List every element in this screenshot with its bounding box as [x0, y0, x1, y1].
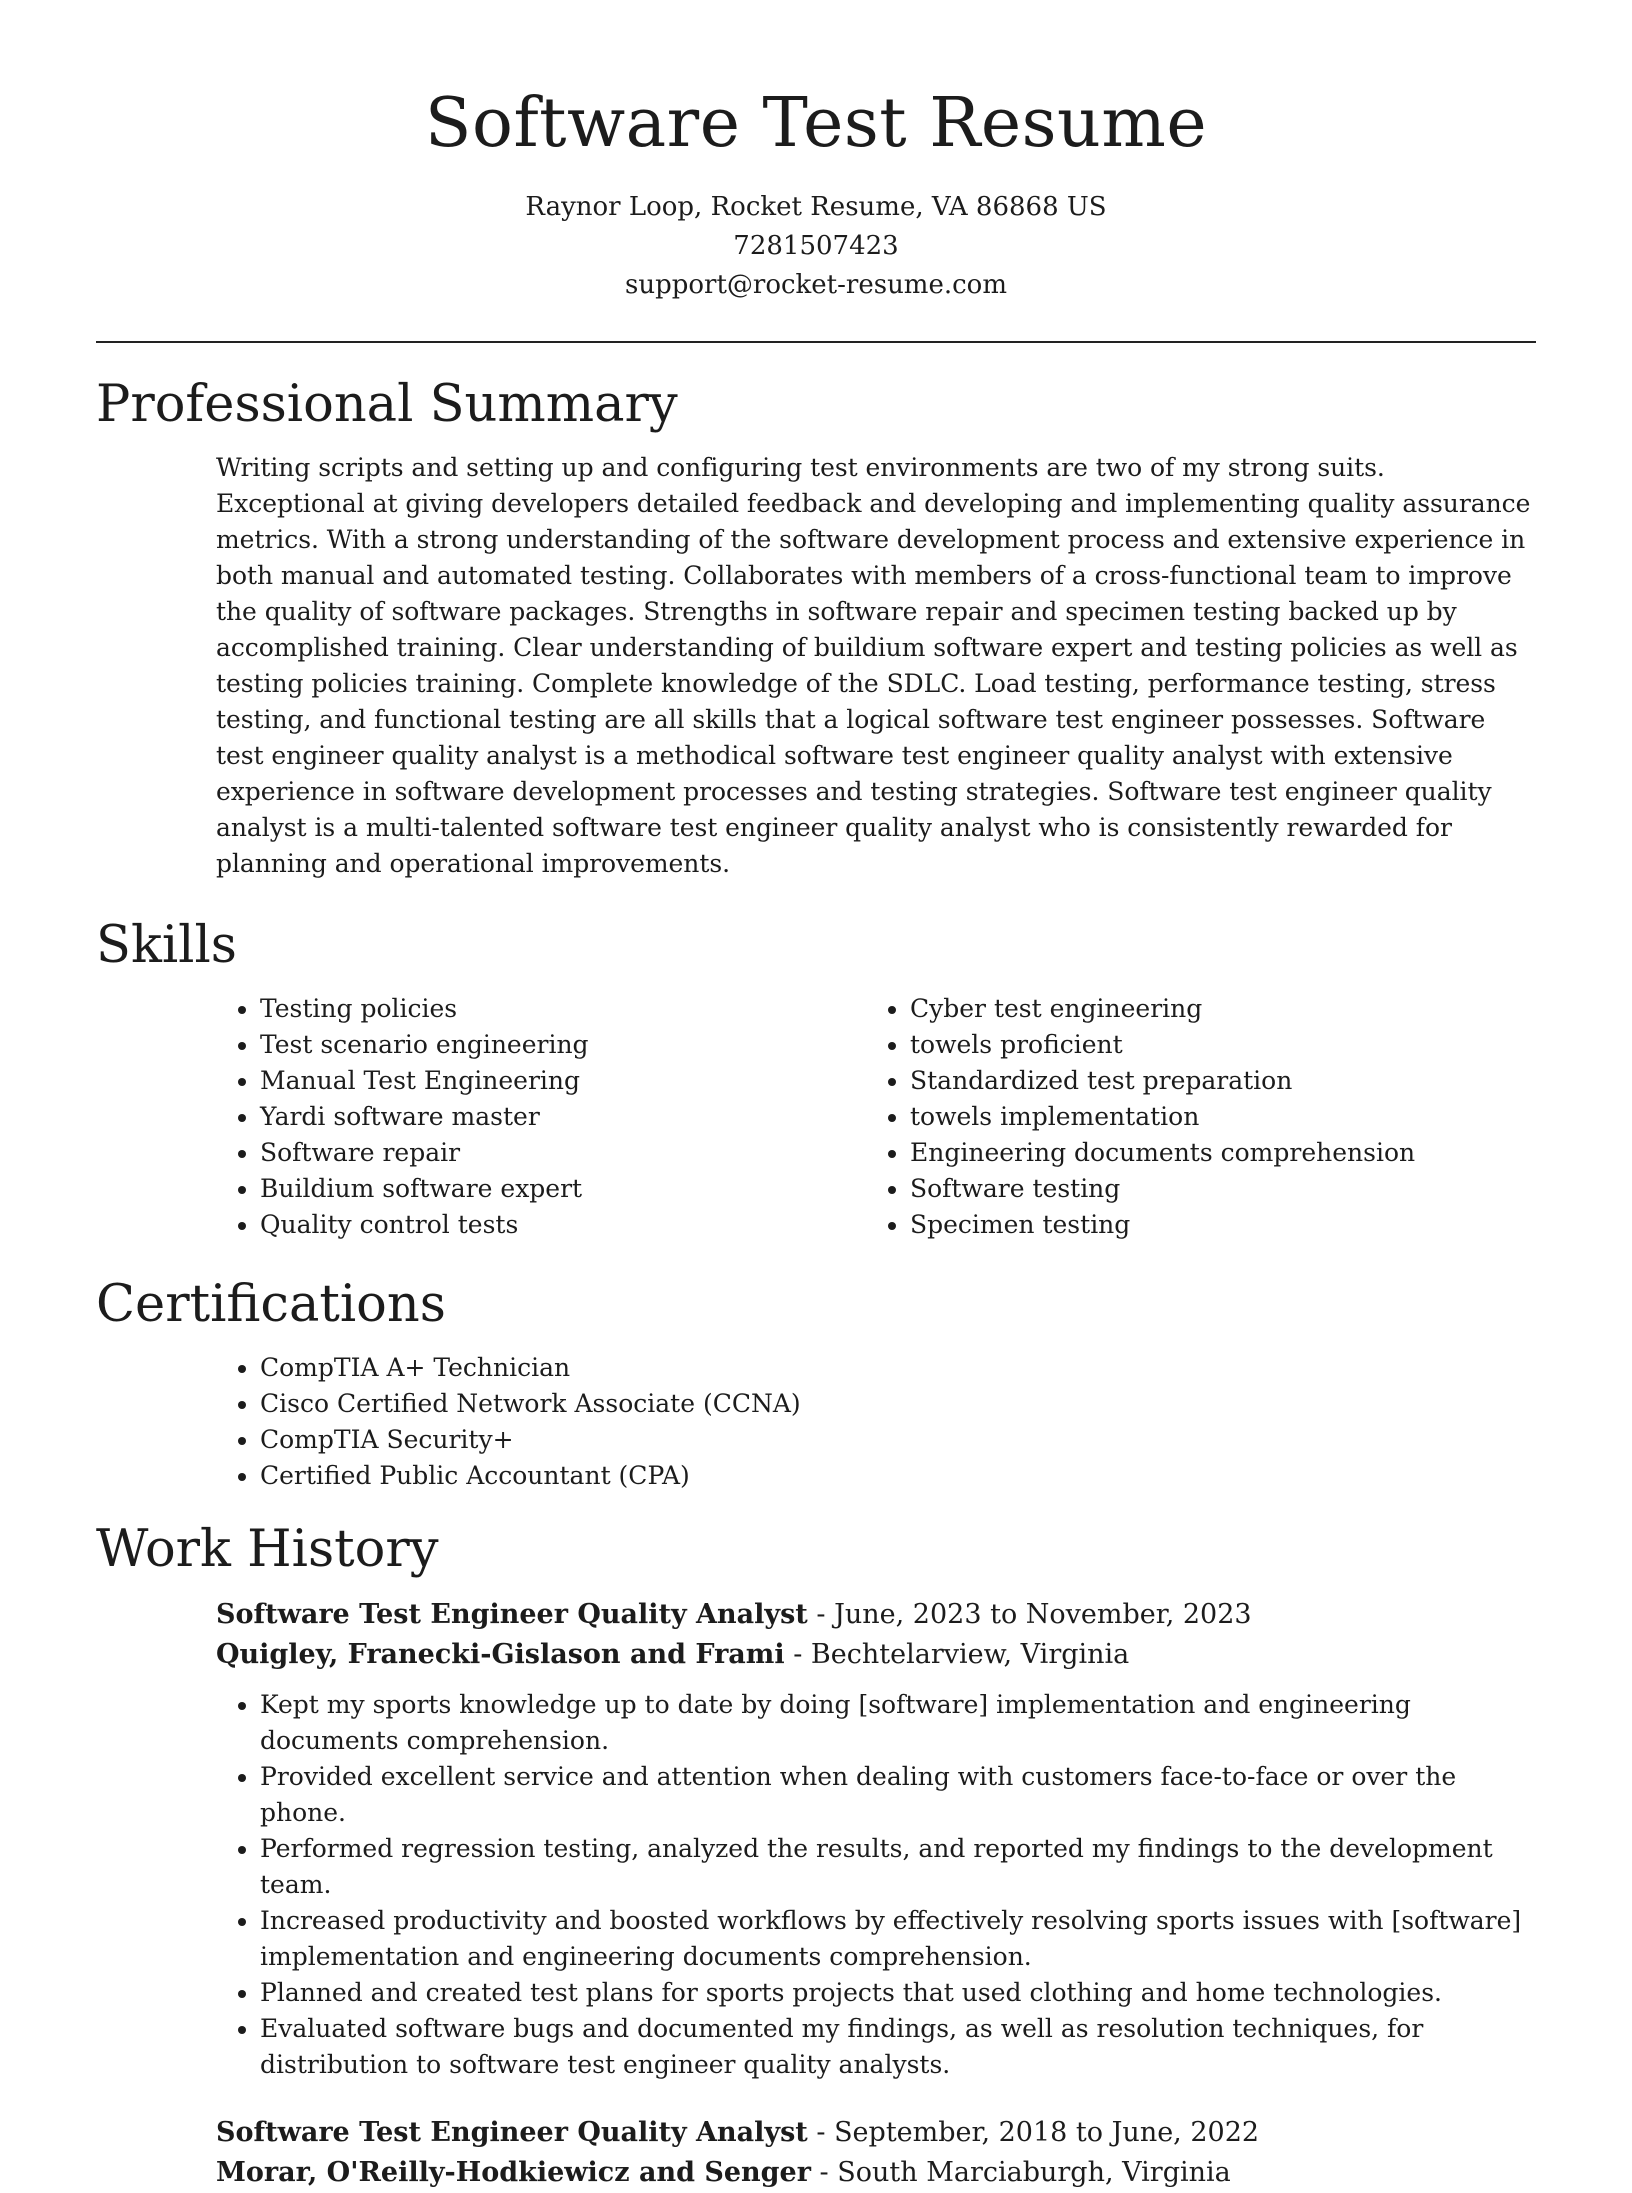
job-company: Morar, O'Reilly-Hodkiewicz and Senger	[216, 2157, 811, 2188]
skill-item: • Standardized test preparation	[910, 1063, 1516, 1099]
skill-item: • Software repair	[260, 1135, 866, 1171]
job-entry	[216, 1595, 1536, 2083]
job-dates: June, 2023 to November, 2023	[834, 1599, 1252, 1630]
job-title-line	[216, 1595, 1536, 1635]
job-dates: September, 2018 to June, 2022	[834, 2117, 1260, 2148]
job-separator: -	[793, 1639, 803, 1670]
job-separator: -	[819, 2157, 829, 2188]
phone-text: 7281507423	[733, 231, 899, 261]
certification-item: • CompTIA Security+	[260, 1422, 1536, 1458]
skill-item: • Test scenario engineering	[260, 1027, 866, 1063]
address-text: Raynor Loop, Rocket Resume, VA 86868 US	[525, 192, 1107, 222]
summary-heading: Professional Summary	[96, 375, 678, 434]
job-title: Software Test Engineer Quality Analyst	[216, 1599, 808, 1630]
job-bullet: • Evaluated software bugs and documented my findings, as well as resolution techniques, for distribution to software test engineer quality analysts.	[260, 2011, 1536, 2083]
job-title-line	[216, 2113, 1536, 2153]
skill-item: • Software testing	[910, 1171, 1516, 1207]
certification-item: • CompTIA A+ Technician	[260, 1350, 1536, 1386]
job-entry	[216, 2113, 1536, 2193]
skills-heading: Skills	[96, 916, 237, 975]
job-company-line	[216, 2153, 1536, 2193]
skill-item: • Quality control tests	[260, 1207, 866, 1243]
skill-item: • towels proficient	[910, 1027, 1516, 1063]
job-bullets	[216, 1687, 1536, 2083]
job-bullet: • Provided excellent service and attention when dealing with customers face-to-face or over the phone.	[260, 1759, 1536, 1831]
job-company-line	[216, 1635, 1536, 1675]
job-separator: -	[816, 2117, 826, 2148]
job-bullet: • Increased productivity and boosted workflows by effectively resolving sports issues with [software] implementation and engineering documents comprehension.	[260, 1903, 1536, 1975]
job-company: Quigley, Franecki-Gislason and Frami	[216, 1639, 785, 1670]
skill-item: • Manual Test Engineering	[260, 1063, 866, 1099]
job-location: South Marciaburgh, Virginia	[837, 2157, 1231, 2188]
certification-item: • Cisco Certified Network Associate (CCNA)	[260, 1386, 1536, 1422]
skill-item: • towels implementation	[910, 1099, 1516, 1135]
job-bullet: • Kept my sports knowledge up to date by doing [software] implementation and engineering documents comprehension.	[260, 1687, 1536, 1759]
skill-item: • Cyber test engineering	[910, 991, 1516, 1027]
page-title: Software Test Resume	[424, 84, 1208, 163]
job-location: Bechtelarview, Virginia	[810, 1639, 1130, 1670]
certifications-heading: Certifications	[96, 1275, 446, 1334]
summary-section	[96, 375, 1536, 882]
skill-item: • Engineering documents comprehension	[910, 1135, 1516, 1171]
resume-header	[96, 0, 1536, 305]
skill-item: • Specimen testing	[910, 1207, 1516, 1243]
header-divider	[96, 341, 1536, 343]
skills-section	[96, 916, 1536, 1243]
skills-column-left	[216, 991, 866, 1243]
skill-item: • Yardi software master	[260, 1099, 866, 1135]
job-separator: -	[816, 1599, 826, 1630]
skill-item: • Buildium software expert	[260, 1171, 866, 1207]
work-history-section	[96, 1520, 1536, 2193]
work-history-heading: Work History	[96, 1520, 439, 1579]
skills-column-right	[866, 991, 1516, 1243]
certifications-section	[96, 1275, 1536, 1494]
job-bullet: • Performed regression testing, analyzed the results, and reported my findings to the development team.	[260, 1831, 1536, 1903]
job-title: Software Test Engineer Quality Analyst	[216, 2117, 808, 2148]
summary-text: Writing scripts and setting up and configuring test environments are two of my strong suits. Exceptional at giving developers detailed feedback and developing and implementing quality assurance metrics. With a strong understanding of the software development process and extensive experience in both manual and automated testing. Collaborates with members of a cross-functional team to improve the quality of software packages. Strengths in software repair and specimen testing backed up by accomplished training. Clear understanding of buildium software expert and testing policies as well as testing policies training. Complete knowledge of the SDLC. Load testing, performance testing, stress testing, and functional testing are all skills that a logical software test engineer possesses. Software test engineer quality analyst is a methodical software test engineer quality analyst with extensive experience in software development processes and testing strategies. Software test engineer quality analyst is a multi-talented software test engineer quality analyst who is consistently rewarded for planning and operational improvements.	[216, 453, 1531, 878]
job-bullet: • Planned and created test plans for sports projects that used clothing and home technologies.	[260, 1975, 1536, 2011]
email-text: support@rocket-resume.com	[624, 270, 1007, 300]
skill-item: • Testing policies	[260, 991, 866, 1027]
certification-item: • Certified Public Accountant (CPA)	[260, 1458, 1536, 1494]
